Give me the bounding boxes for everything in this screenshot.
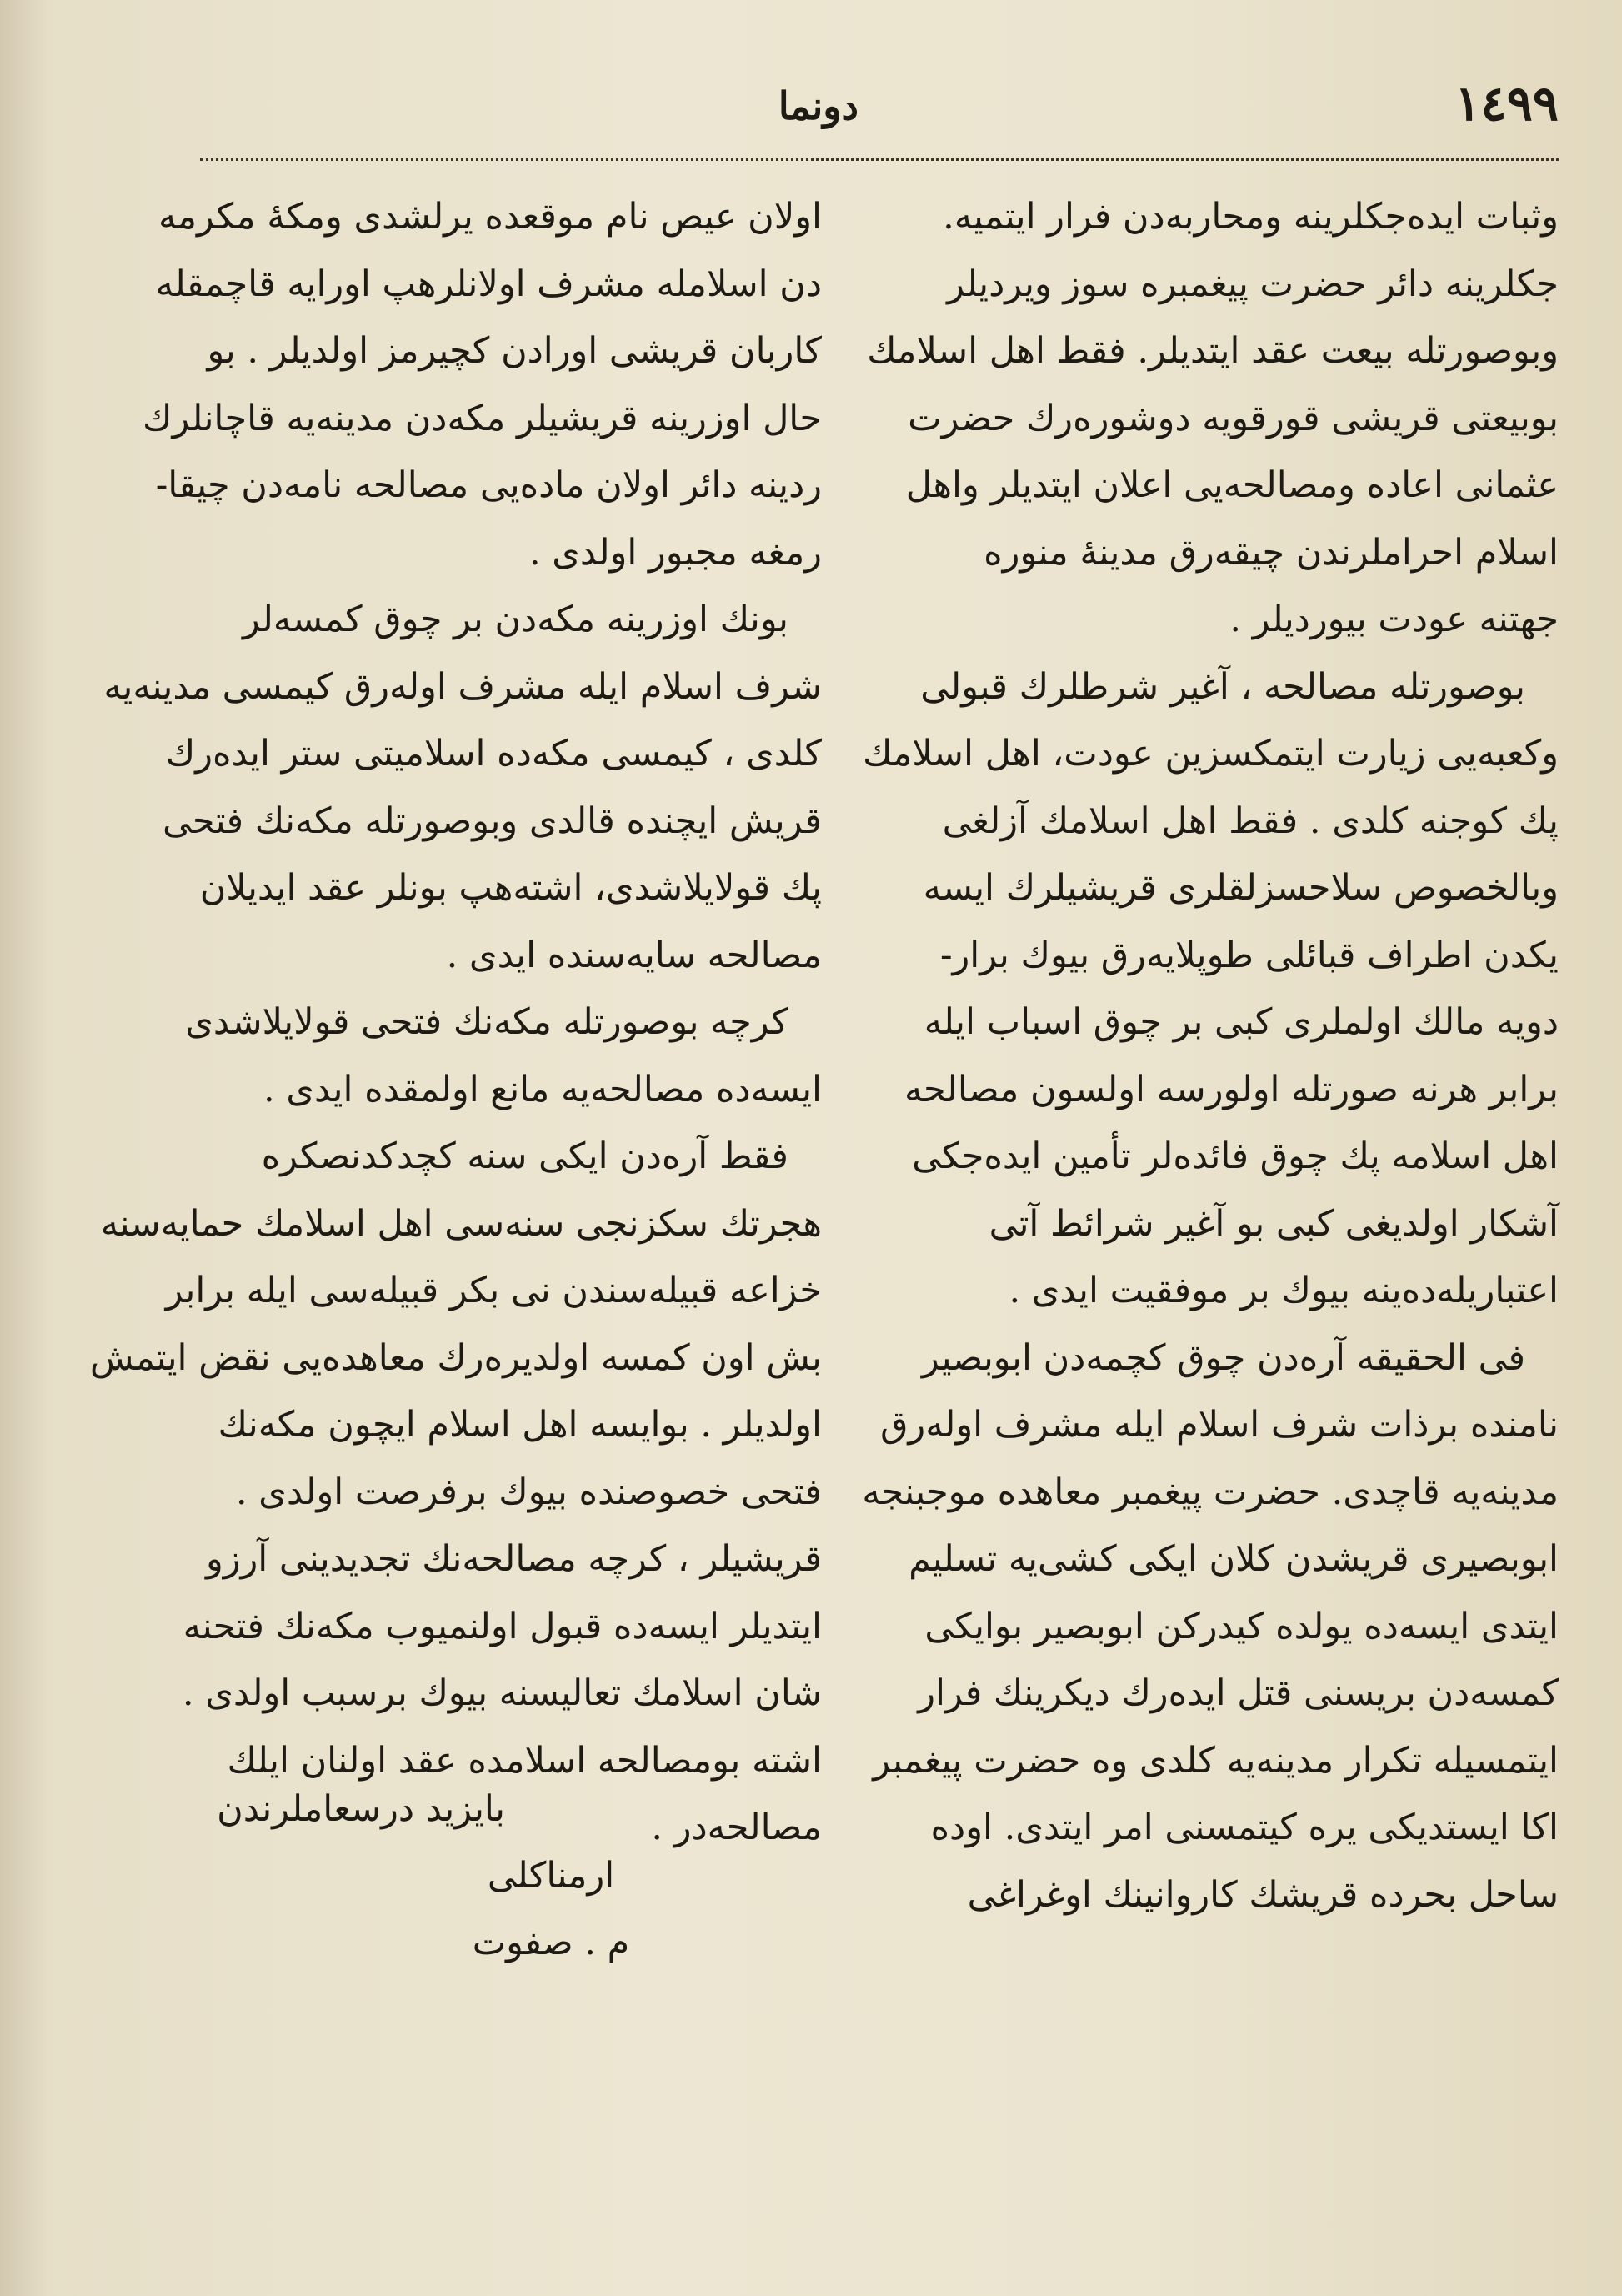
text-line: بونك اوزرينه مكه‌دن بر چوق كمسه‌لر	[243, 599, 788, 640]
text-line: مصالحه‌در .	[651, 1807, 822, 1848]
text-line: مصالحه سايه‌سنده ايدى .	[446, 934, 822, 976]
left-column	[89, 183, 822, 1862]
text-line: دويه مالك اولملرى كبى بر چوق اسباب ايله	[924, 1001, 1559, 1043]
text-line: فقط آره‌دن ايكى سنه كچدكدنصكره	[261, 1135, 788, 1177]
text-line: فتحى خصوصنده بيوك برفرصت اولدى .	[235, 1471, 822, 1513]
text-line: جكلرينه دائر حضرت پيغمبره سوز ويرديلر	[947, 263, 1559, 305]
text-line: خزاعه قبيله‌سندن نى بكر قبيله‌سى ايله برابر	[165, 1270, 822, 1311]
text-line: وبوصورتله بيعت عقد ايتديلر. فقط اهل اسلامك	[867, 330, 1559, 372]
text-line: وبالخصوص سلاحسزلقلرى قريشيلرك ايسه	[923, 867, 1559, 909]
text-line: بش اون كمسه اولديره‌رك معاهده‌يى نقض ايتمش	[89, 1336, 822, 1379]
signature-block	[180, 1776, 822, 1976]
signature-affiliation: بايزيد درسعاملرندن	[217, 1788, 505, 1830]
text-line: نامنده برذات شرف اسلام ايله مشرف اوله‌رق	[880, 1404, 1559, 1446]
text-line: ساحل بحرده قريشك كاروانينك اوغراغى	[967, 1873, 1559, 1916]
text-line: ابوبصيرى قريشدن كلان ايكى كشى‌يه تسليم	[909, 1538, 1559, 1580]
signature-author: م . صفوت	[472, 1922, 630, 1963]
text-line: شان اسلامك تعاليسنه بيوك برسبب اولدى .	[182, 1672, 822, 1714]
text-line: اولديلر . بوايسه اهل اسلام ايچون مكه‌نك	[218, 1404, 822, 1446]
text-line: اعتباريله‌ده‌ينه بيوك بر موفقيت ايدى .	[1009, 1270, 1559, 1311]
text-line: اهل اسلامه پك چوق فائده‌لر تأمين ايده‌جكى	[912, 1135, 1559, 1177]
text-line: رمغه مجبور اولدى .	[528, 531, 822, 574]
text-line: هجرتك سكزنجى سنه‌سى اهل اسلامك حمايه‌سنه	[100, 1202, 822, 1245]
text-line: ايسه‌ده مصالحه‌يه مانع اولمقده ايدى .	[263, 1068, 822, 1110]
text-line: وكعبه‌يى زيارت ايتمكسزين عودت، اهل اسلامك	[863, 733, 1559, 775]
running-head: دونما	[778, 83, 859, 128]
text-line: اسلام احراملرندن چيقه‌رق مدينهٔ منوره	[984, 531, 1559, 574]
text-line: دن اسلامله مشرف اولانلرهپ اورايه قاچمقله	[155, 263, 822, 305]
text-line: پك كوجنه كلدى . فقط اهل اسلامك آزلغى	[942, 800, 1559, 842]
signature-name: ارمناكلى	[487, 1855, 615, 1897]
text-line: فى الحقيقه آره‌دن چوق كچمه‌دن ابوبصير	[921, 1336, 1525, 1379]
text-line: ايتمسيله تكرار مدينه‌يه كلدى وه حضرت پيغمبر	[873, 1739, 1559, 1782]
right-column	[862, 183, 1559, 1928]
text-line: كاربان قريشى اورادن كچيرمز اولديلر . بو	[207, 330, 822, 372]
text-line: عثمانى اعاده ومصالحه‌يى اعلان ايتديلر واهل	[905, 464, 1559, 506]
text-line: اشته بومصالحه اسلامده عقد اولنان ايلك	[227, 1739, 822, 1782]
text-line: قريشيلر ، كرچه مصالحه‌نك تجديدينى آرزو	[206, 1538, 822, 1580]
text-line: كمسه‌دن بريسنى قتل ايده‌رك ديكرينك فرار	[918, 1672, 1559, 1714]
text-line: حال اوزرينه قريشيلر مكه‌دن مدينه‌يه قاچانلرك	[143, 397, 822, 439]
text-line: شرف اسلام ايله مشرف اوله‌رق كيمسى مدينه‌يه	[103, 665, 822, 708]
text-line: جهتنه عودت بيورديلر .	[1229, 599, 1559, 640]
text-line: برابر هرنه صورتله اولورسه اولسون مصالحه	[904, 1068, 1559, 1110]
text-line: اكا ايستديكى يره كيتمسنى امر ايتدى. اوده	[930, 1807, 1559, 1848]
text-line: قريش ايچنده قالدى وبوصورتله مكه‌نك فتحى	[162, 800, 822, 842]
page-number: ١٤٩٩	[1454, 75, 1559, 132]
text-line: بوبيعتى قريشى قورقويه دوشوره‌رك حضرت	[908, 397, 1559, 439]
text-line: يكدن اطراف قبائلى طوپلايه‌رق بيوك برار-	[939, 934, 1559, 976]
text-line: اولان عيص نام موقعده يرلشدى ومكهٔ مكرمه	[158, 196, 822, 238]
page-header	[192, 75, 1559, 150]
text-line: پك قولايلاشدى، اشته‌هپ بونلر عقد ايديلان	[199, 867, 822, 909]
gutter-shadow	[0, 0, 50, 2296]
text-line: ردينه دائر اولان ماده‌يى مصالحه نامه‌دن چيقا-	[155, 464, 822, 506]
text-line: كلدى ، كيمسى مكه‌ده اسلاميتى ستر ايده‌رك	[165, 733, 822, 775]
text-line: ايتديلر ايسه‌ده قبول اولنميوب مكه‌نك فتحنه	[183, 1605, 822, 1647]
text-line: بوصورتله مصالحه ، آغير شرطلرك قبولى	[920, 665, 1525, 708]
text-line: وثبات ايده‌جكلرينه ومحاربه‌دن فرار ايتميه‌.	[943, 196, 1559, 238]
text-line: كرچه بوصورتله مكه‌نك فتحى قولايلاشدى	[185, 1001, 788, 1043]
text-line: ايتدى ايسه‌ده يولده كيدركن ابوبصير بوايكى	[924, 1605, 1559, 1647]
text-line: آشكار اولديغى كبى بو آغير شرائط آتى	[989, 1202, 1559, 1245]
text-line: مدينه‌يه قاچدى. حضرت پيغمبر معاهده موجبنجه	[862, 1471, 1559, 1513]
header-divider	[200, 158, 1559, 161]
